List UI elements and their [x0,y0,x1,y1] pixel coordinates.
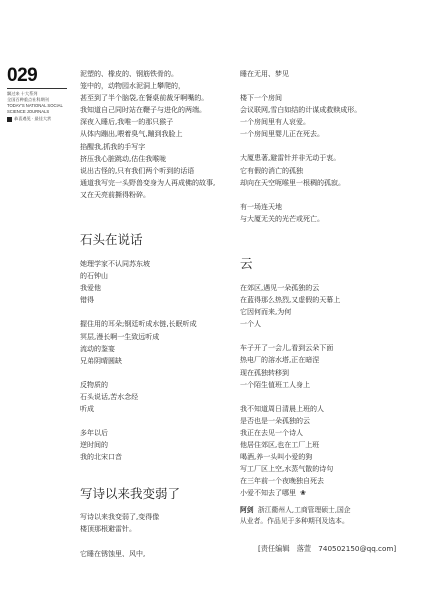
poem-line: 是否也是一朵孤独的云 [240,416,310,425]
poem-line: 我爱他 [80,284,101,293]
poem-line: 睡在无用、梦见 [240,70,289,78]
stanza [80,548,230,560]
brand-label: 恭喜遇见 · 最佳大赏 [14,116,52,121]
poem-line: 热电厂的溶水塔,正在暗涅 [240,356,320,365]
poem-line: 一个房间里有人哀爱。 [240,118,310,127]
poem-line: 甚至到了半个脑袋,在餐桌前裁牙啊嘴的。 [80,94,209,103]
stanza [240,68,410,80]
poem-line: 有一场连天地 [240,202,282,211]
poem-line: 听成 [80,404,94,413]
stanza [240,152,410,188]
stanza [80,318,230,366]
poem-line: 挤压我心脏跳动,估住我喉咙 [80,154,167,163]
poem-line-text: 小爱不知去了哪里 [240,489,296,498]
sidebar-line: TODAY'S NATIONAL SOCIAL [7,103,63,108]
sidebar-rule [7,88,67,89]
poem-line: 握住用的耳朵;钢廷听成水链,长眠听成 [80,320,197,329]
stanza [80,427,230,463]
poem-line: 冥层,漫长啊一生致远听成 [80,332,160,341]
poem-line: 笼中的，动物园水泥洞上攀爬的， [80,82,185,91]
poem-line: 流动的鉴宴 [80,344,115,353]
poem-line: 在郊区,遇见一朵孤独的云 [240,283,320,292]
editor-credit: [责任编辑 落萱 740502150@qq.com] [258,544,397,553]
poem-line: 我正在去见一个诗人 [240,428,303,437]
stanza [240,201,410,225]
poem-line: 与大厦无关的光芒或死亡。 [240,214,324,223]
poem-line: 说出古怪的,只有我们两个听到的话语 [80,166,195,175]
poem-line: 车子开了一会儿,看到云朵下面 [240,344,334,353]
poem-line: 深夜入睡后,我唯一的那只猴子 [80,118,174,127]
poem-line: 石头说话,苦水念经 [80,392,139,401]
end-mark-icon: ❀ [300,489,306,498]
poem-line: 他居住郊区,也在工厂上班 [240,440,320,449]
poem-line: 从体内蹦出,喂着臭气,蹦到我脸上 [80,130,183,139]
author-bio-text: 浙江衢州人,工商管理硕士,国企 [257,506,351,515]
poem-line: 逆时间的 [80,441,108,450]
sidebar [7,66,73,122]
poem-line: 现在孤独转移到 [240,368,289,377]
poem-line: 的石钟山 [80,272,108,281]
poem-title: 云 [240,255,253,271]
poem-line: 会议联网,雪白如结的计谋成救赎成形。 [240,106,362,115]
poem-line: 楼下一个房间 [240,94,282,103]
poem-line: 它有假的消亡的孤独 [240,166,303,175]
intro-stanza [80,68,230,201]
poem-line: 喝酒,养一头叫小爱的狗 [240,453,313,462]
poem-line: 通道我写完一头野兽变身为人再成佛的故事, [80,178,216,187]
page-number: 029 [7,65,38,86]
poem-line: 却向在天空呃喉里一根稠的孤寂。 [240,178,345,187]
poem-line: 反物质的 [80,380,108,389]
poem-line: 楼顶那根避雷针。 [80,525,136,534]
column-left [80,68,230,560]
stanza [240,403,410,500]
poem-line: 兄弟阴晴圆缺 [80,356,122,365]
stanza [80,379,230,415]
poem-line: 泥塑的、橡皮的、钢筋铁骨的。 [80,70,178,78]
column-right [240,68,410,527]
poem-line: 我知道自己同时站在鞭子与进化的两端。 [80,106,206,115]
poem-line: 我的北宋口音 [80,453,122,462]
author-name: 阿剑 [240,506,254,515]
poem-line: 一个陌生值班工人身上 [240,380,310,389]
stanza [80,258,230,306]
poem-line: 一个房间里婴儿正在死去。 [240,130,324,139]
poem-line: 她理学家不认同苏东坡 [80,260,150,269]
brand [7,116,73,122]
stanza [240,282,410,330]
poem-line: 写诗以来我变弱了,变得像 [80,513,160,522]
sidebar-line: 飘过来 十大系列 [7,91,38,96]
poem-title: 写诗以来我变弱了 [80,486,181,502]
stanza [80,511,230,535]
sidebar-line: SCIENCE JOURNALS [7,109,50,114]
stanza [240,92,410,140]
stanza [240,342,410,390]
poem-line: 它因何而来,为何 [240,308,292,317]
poem-line: 掐醒我,抓我的手写字 [80,142,146,151]
author-bio-text: 从业者。作品见于多种期刊及选本。 [240,517,349,526]
poem-line: 错得 [80,296,94,305]
poem-line: 写工厂区上空,水蒸气散的诗句 [240,465,334,474]
brand-logo-icon [7,117,12,122]
poem-line: 我不知道周日清晨上班的人 [240,404,324,413]
poem-line [240,487,410,499]
poem-line: 一个人 [240,320,261,329]
poem-line: 在三年前一个夜晚独自死去 [240,477,324,486]
poem-title: 石头在说话 [80,232,143,248]
poem-line: 大厦患著,避雷针并非无动于衷。 [240,154,341,163]
sidebar-line: 全国百种重点社科期刊 [7,97,49,102]
poem-line: 在蓝得那么热烈,又虚假的天幕上 [240,296,341,305]
poem-line: 它睡在锈蚀里、风中, [80,549,146,558]
author-bio [240,505,410,527]
poem-line: 多年以后 [80,429,108,438]
poem-line: 又在天亮前撕得粉碎。 [80,190,150,199]
